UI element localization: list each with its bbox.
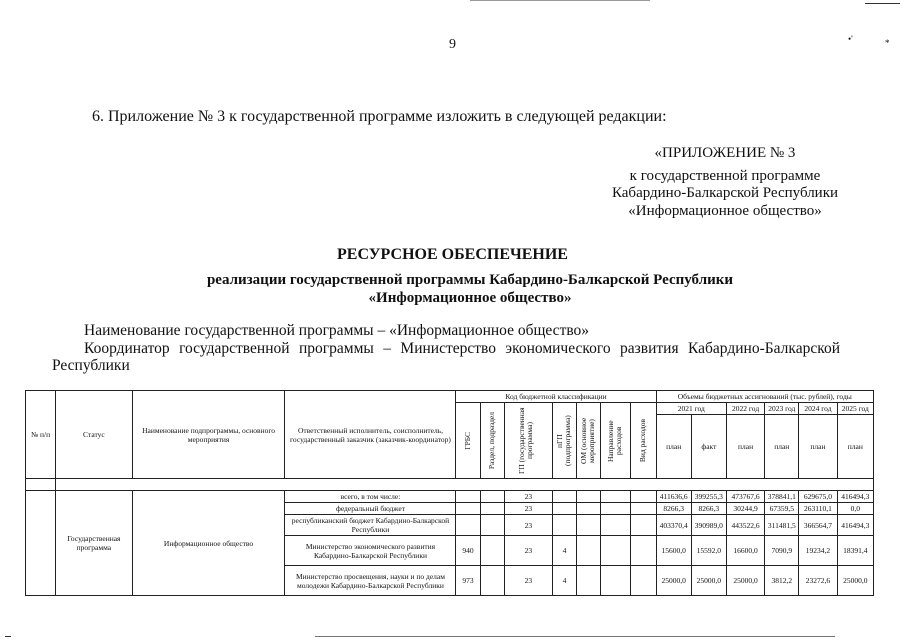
section-cell	[480, 536, 504, 566]
coordinator-line: Республики	[52, 357, 130, 374]
value-cell: 23272,6	[799, 566, 837, 596]
section-cell	[480, 491, 504, 503]
col-executor-header: Ответственный исполнитель, соисполнитель, государственный заказчик (заказчик-координатор)	[285, 391, 456, 479]
executor-cell: Министерство просвещения, науки и по делам молодежи Кабардино-Балкарской Республики	[285, 566, 456, 596]
direction-cell	[601, 503, 631, 515]
appendix-line: к государственной программе	[629, 168, 821, 184]
direction-cell	[601, 515, 631, 536]
executor-cell: Министерство экономического развития Кабардино-Балкарской Республики	[285, 536, 456, 566]
appendix-line: Кабардино-Балкарской Республики	[611, 185, 839, 201]
value-cell: 416494,3	[837, 515, 873, 536]
plan-header: план	[837, 415, 873, 479]
subtitle-line: реализации государственной программы Кабардино-Балкарской Республики	[206, 272, 734, 288]
scan-mark: •'	[848, 34, 853, 44]
exp-type-cell	[631, 536, 656, 566]
value-cell: 25000,0	[726, 566, 764, 596]
om-label: ОМ (основное мероприятие)	[578, 417, 596, 464]
gp-header	[504, 403, 552, 479]
exp-type-label: Вид расходов	[638, 418, 648, 463]
value-cell: 7090,9	[765, 536, 799, 566]
value-cell: 399255,3	[691, 491, 726, 503]
value-cell: 18391,4	[837, 536, 873, 566]
value-cell: 25000,0	[656, 566, 691, 596]
document-title: РЕСУРСНОЕ ОБЕСПЕЧЕНИЕ	[337, 246, 568, 263]
om-cell	[577, 566, 601, 596]
value-cell: 3812,2	[765, 566, 799, 596]
top-right-scan-line	[865, 3, 900, 4]
value-cell: 473767,6	[726, 491, 764, 503]
scan-mark: *	[885, 38, 890, 48]
direction-cell	[601, 536, 631, 566]
grbs-header	[456, 403, 480, 479]
gp-cell: 23	[504, 503, 552, 515]
om-cell	[577, 536, 601, 566]
exp-type-cell	[631, 503, 656, 515]
value-cell: 443522,6	[726, 515, 764, 536]
gp-cell: 23	[504, 536, 552, 566]
fact-header: факт	[691, 415, 726, 479]
value-cell: 8266,3	[656, 503, 691, 515]
year-header: 2022 год	[726, 403, 764, 415]
table-row	[26, 491, 874, 503]
program-cell: Информационное общество	[132, 491, 285, 596]
budget-code-header: Код бюджетной классификации	[456, 391, 656, 403]
value-cell: 629675,0	[799, 491, 837, 503]
col-name-header: Наименование подпрограммы, основного мероприятия	[132, 391, 285, 479]
value-cell: 378841,1	[765, 491, 799, 503]
plan-header: план	[799, 415, 837, 479]
executor-cell: федеральный бюджет	[285, 503, 456, 515]
exp-type-cell	[631, 491, 656, 503]
gp-cell: 23	[504, 566, 552, 596]
grbs-cell: 940	[456, 536, 480, 566]
value-cell: 8266,3	[691, 503, 726, 515]
plan-header: план	[726, 415, 764, 479]
om-cell	[577, 515, 601, 536]
col-num-header: № п/п	[26, 391, 56, 479]
value-cell: 411636,6	[656, 491, 691, 503]
grbs-cell	[456, 515, 480, 536]
value-cell: 15600,0	[656, 536, 691, 566]
program-name: Наименование государственной программы – «Информационное общество»	[84, 322, 590, 339]
plan-header: план	[765, 415, 799, 479]
grbs-cell: 973	[456, 566, 480, 596]
value-cell: 19234,2	[799, 536, 837, 566]
pgp-cell: 4	[552, 536, 576, 566]
om-header	[577, 403, 601, 479]
value-cell: 15592,0	[691, 536, 726, 566]
pgp-cell	[552, 503, 576, 515]
executor-cell: республиканский бюджет Кабардино-Балкарской Республики	[285, 515, 456, 536]
spacer-cell	[56, 479, 874, 491]
direction-header	[601, 403, 631, 479]
value-cell: 403370,4	[656, 515, 691, 536]
intro-text: 6. Приложение № 3 к государственной программе изложить в следующей редакции:	[92, 108, 667, 125]
exp-type-cell	[631, 515, 656, 536]
coordinator-line: Координатор государственной программы – Министерство экономического развития Кабардино-Балкарской	[84, 340, 840, 357]
direction-cell	[601, 566, 631, 596]
value-cell: 0,0	[837, 503, 873, 515]
document-subtitle	[120, 271, 820, 307]
om-cell	[577, 503, 601, 515]
value-cell: 30244,9	[726, 503, 764, 515]
direction-label: Направление расходов	[605, 419, 623, 462]
year-header: 2025 год	[837, 403, 873, 415]
year-header: 2023 год	[765, 403, 799, 415]
direction-cell	[601, 491, 631, 503]
pgp-cell	[552, 491, 576, 503]
section-cell	[480, 566, 504, 596]
value-cell: 67359,5	[765, 503, 799, 515]
top-scan-line	[470, 0, 650, 1]
appendix-line: «Информационное общество»	[628, 203, 822, 219]
exp-type-header	[631, 403, 656, 479]
col-status-header: Статус	[56, 391, 132, 479]
year-header: 2021 год	[656, 403, 726, 415]
value-cell: 263110,1	[799, 503, 837, 515]
value-cell: 416494,3	[837, 491, 873, 503]
value-cell: 311481,5	[765, 515, 799, 536]
section-cell	[480, 503, 504, 515]
appendix-title: «ПРИЛОЖЕНИЕ № 3	[654, 145, 796, 161]
gp-cell: 23	[504, 515, 552, 536]
num-cell	[26, 491, 56, 596]
value-cell: 390989,0	[691, 515, 726, 536]
grbs-label: ГРБС	[463, 431, 473, 450]
gp-label: ГП (государственная программа)	[517, 407, 535, 474]
resource-table	[25, 390, 874, 596]
bottom-scan-line	[315, 636, 835, 637]
volumes-header: Объемы бюджетных ассигнований (тыс. рублей), годы	[656, 391, 873, 403]
gp-cell: 23	[504, 491, 552, 503]
pgp-cell: 4	[552, 566, 576, 596]
om-cell	[577, 491, 601, 503]
value-cell: 25000,0	[691, 566, 726, 596]
spacer-cell	[26, 479, 56, 491]
value-cell: 16600,0	[726, 536, 764, 566]
pgp-cell	[552, 515, 576, 536]
status-cell: Государственная программа	[56, 491, 132, 596]
page-number: 9	[449, 37, 456, 52]
bottom-left-scan-mark	[5, 636, 11, 637]
year-header: 2024 год	[799, 403, 837, 415]
subtitle-line: «Информационное общество»	[368, 290, 572, 306]
exp-type-cell	[631, 566, 656, 596]
value-cell: 366564,7	[799, 515, 837, 536]
executor-cell: всего, в том числе:	[285, 491, 456, 503]
grbs-cell	[456, 491, 480, 503]
pgp-header	[552, 403, 576, 479]
plan-header: план	[656, 415, 691, 479]
section-header	[480, 403, 504, 479]
value-cell: 25000,0	[837, 566, 873, 596]
grbs-cell	[456, 503, 480, 515]
section-cell	[480, 515, 504, 536]
section-label: Раздел, подраздел	[487, 411, 497, 470]
pgp-label: пГП (подпрограмма)	[554, 415, 572, 466]
